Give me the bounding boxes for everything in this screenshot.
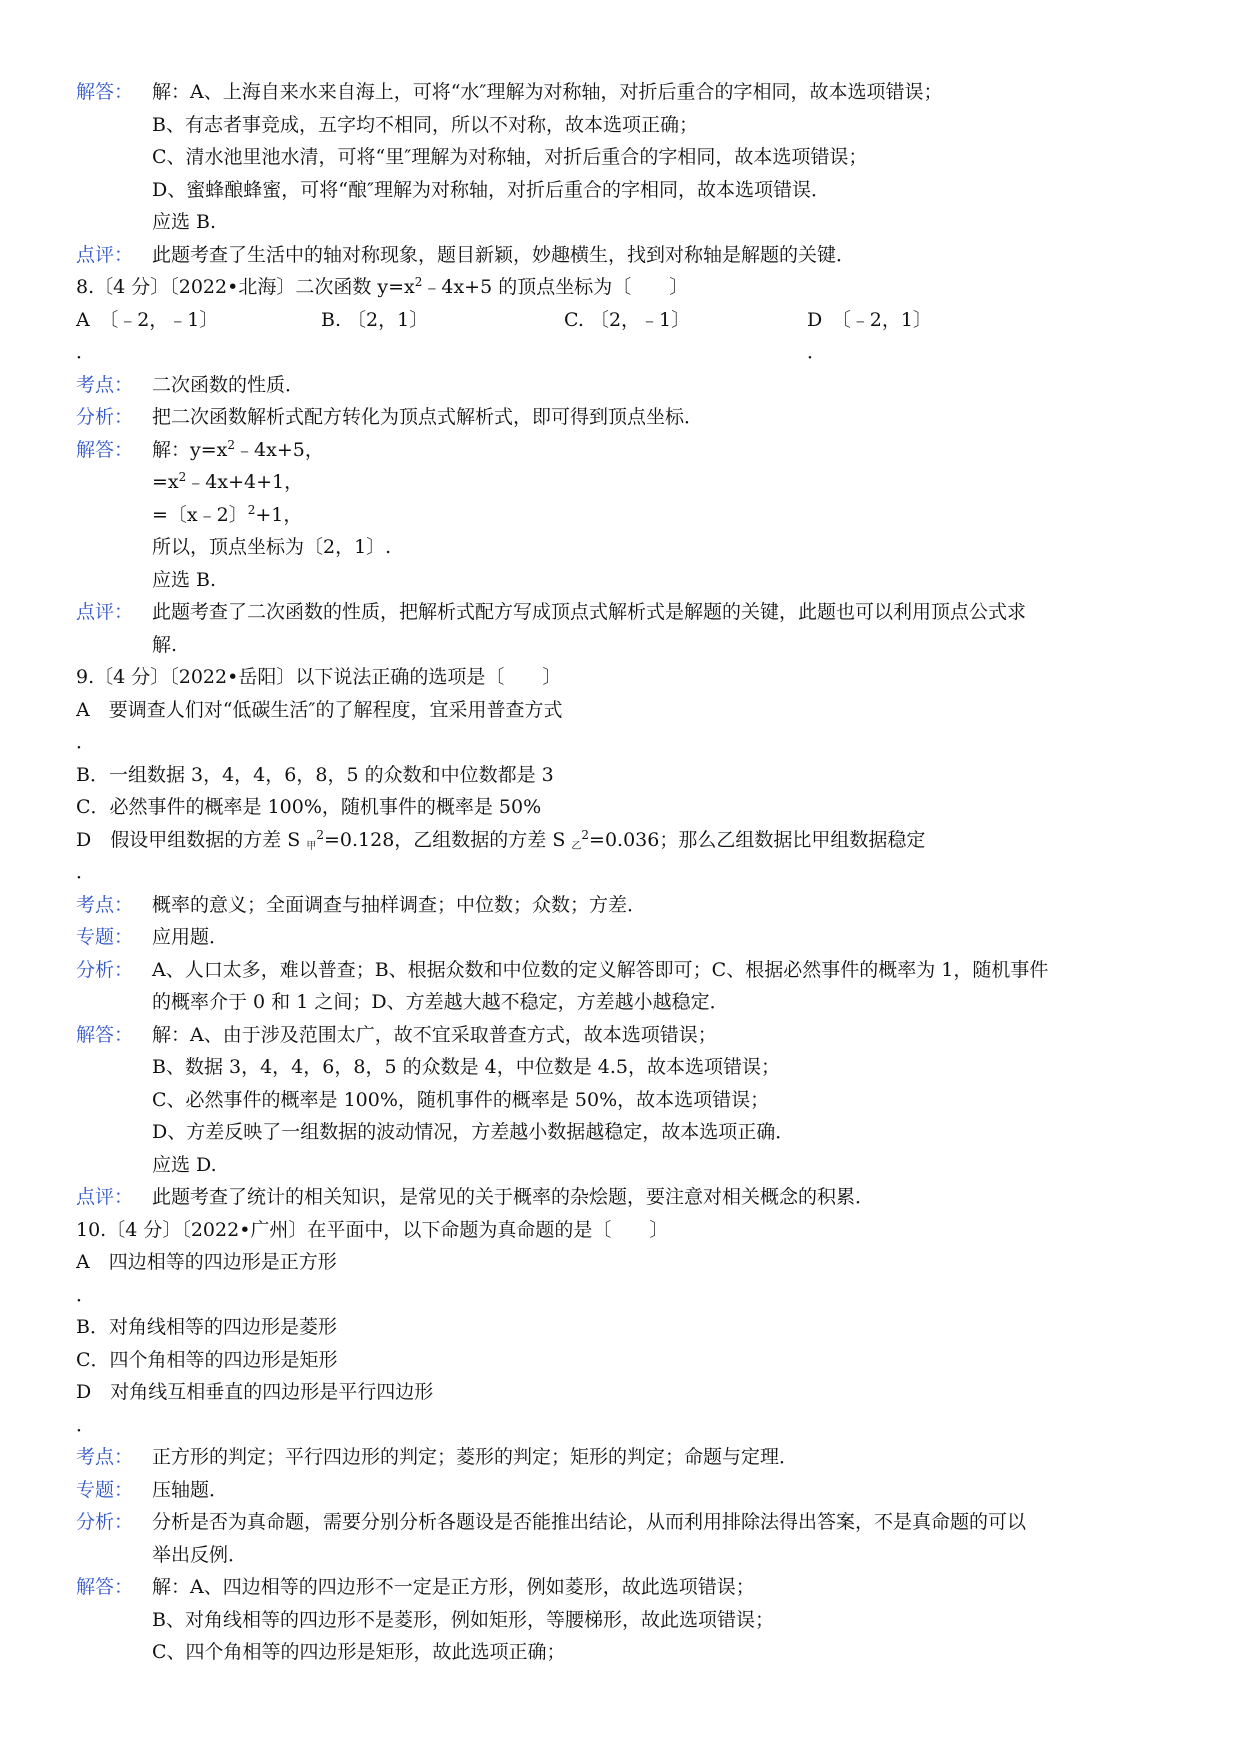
- q10-option-d: D 对角线互相垂直的四边形是平行四边形: [76, 1381, 434, 1403]
- answer-label: 解答：: [76, 1576, 134, 1598]
- analysis-text: 分析是否为真命题，需要分别分析各题设是否能推出结论，从而利用排除法得出答案，不是真命题的可以: [152, 1511, 1027, 1533]
- answer-line: =〔x﹣2〕$^2$+1，: [152, 502, 303, 526]
- q8-analysis: [76, 401, 1176, 434]
- topic-text: 二次函数的性质．: [152, 373, 305, 396]
- q9-comment: [76, 1181, 1176, 1214]
- analysis-label: 分析：: [76, 1511, 134, 1533]
- q8-option-d: D 〔﹣2，1〕 ．: [807, 308, 932, 363]
- answer-line: 解：A、四边相等的四边形不一定是正方形，例如菱形，故此选项错误；: [152, 1576, 755, 1598]
- answer-line: 解：A、上海自来水来自海上，可将“水″理解为对称轴，对折后重合的字相同，故本选项错误；: [152, 81, 943, 103]
- topic-label: 考点：: [76, 1446, 134, 1468]
- answer-line: C、四个角相等的四边形是矩形，故此选项正确；: [152, 1641, 566, 1663]
- comment-label: 点评：: [76, 1186, 134, 1208]
- comment-label: 点评：: [76, 601, 134, 623]
- topic-label: 考点：: [76, 893, 134, 916]
- comment-text: 此题考查了生活中的轴对称现象，题目新颖，妙趣横生，找到对称轴是解题的关键．: [152, 243, 856, 266]
- topic-text: 正方形的判定；平行四边形的判定；菱形的判定；矩形的判定；命题与定理．: [152, 1446, 799, 1468]
- answer-line: B、对角线相等的四边形不是菱形，例如矩形，等腰梯形，故此选项错误；: [152, 1608, 774, 1631]
- q8-option-a: A 〔﹣2，﹣1〕 ．: [76, 308, 219, 363]
- comment-label: 点评：: [76, 243, 134, 266]
- q8-option-b: B. 〔2，1〕: [321, 308, 429, 331]
- q10-stem: 10.〔4 分〕〔2022•广州〕在平面中，以下命题为真命题的是〔 〕: [76, 1218, 669, 1241]
- q8-answer: [76, 434, 1176, 597]
- q10-analysis: [76, 1506, 1176, 1571]
- q9-stem: 9.〔4 分〕〔2022•岳阳〕以下说法正确的选项是〔 〕: [76, 666, 562, 688]
- answer-line: B、数据 3，4，4，6，8，5 的众数是 4，中位数是 4.5，故本选项错误；: [152, 1056, 780, 1078]
- topic-text: 概率的意义；全面调查与抽样调查；中位数；众数；方差．: [152, 893, 647, 916]
- special-text: 应用题．: [152, 926, 229, 948]
- q9-topic: [76, 889, 1176, 922]
- option-dot: ．: [76, 731, 96, 753]
- answer-line: C、必然事件的概率是 100%，随机事件的概率是 50%，故本选项错误；: [152, 1088, 770, 1111]
- special-label: 专题：: [76, 926, 134, 948]
- answer-line: B、有志者事竞成，五字均不相同，所以不对称，故本选项正确；: [152, 113, 698, 136]
- analysis-text: 把二次函数解析式配方转化为顶点式解析式，即可得到顶点坐标．: [152, 406, 704, 428]
- q10-answer: [76, 1571, 1176, 1669]
- answer-line: 所以，顶点坐标为〔2，1〕.: [152, 536, 392, 558]
- q9-option-b: B．一组数据 3，4，4，6，8，5 的众数和中位数都是 3: [76, 763, 554, 786]
- q10-special: [76, 1474, 1176, 1507]
- q8-comment: [76, 596, 1176, 661]
- option-dot: ．: [76, 1413, 96, 1436]
- analysis-label: 分析：: [76, 406, 134, 428]
- answer-line: D、蜜蜂酿蜂蜜，可将“酿″理解为对称轴，对折后重合的字相同，故本选项错误．: [152, 178, 831, 201]
- answer-line: C、清水池里池水清，可将“里″理解为对称轴，对折后重合的字相同，故本选项错误；: [152, 146, 868, 168]
- q10-topic: [76, 1441, 1176, 1474]
- analysis-text: A、人口太多，难以普查；B、根据众数和中位数的定义解答即可；C、根据必然事件的概率为 1，随机事件: [152, 958, 1049, 981]
- q9-option-d: D 假设甲组数据的方差 S $_甲^2$=0.128，乙组数据的方差 S $_乙^2$=0.036；那么乙组数据比甲组数据稳定: [76, 827, 926, 852]
- answer-label: 解答：: [76, 438, 134, 461]
- special-text: 压轴题．: [152, 1478, 229, 1501]
- q10-option-a: A 四边相等的四边形是正方形: [76, 1251, 337, 1273]
- option-dot: ．: [76, 1283, 96, 1306]
- answer-line: 解：A、由于涉及范围太广，故不宜采取普查方式，故本选项错误；: [152, 1023, 717, 1046]
- answer-line: 应选 B.: [152, 568, 217, 591]
- q9-option-a: A 要调查人们对“低碳生活″的了解程度，宜采用普查方式: [76, 698, 563, 721]
- answer-line: 解：$y=x^2﹣4x+5$，: [152, 437, 324, 461]
- q7-comment: [76, 239, 1176, 272]
- answer-line: D、方差反映了一组数据的波动情况，方差越小数据越稳定，故本选项正确．: [152, 1121, 795, 1143]
- q9-option-c: C．必然事件的概率是 100%，随机事件的概率是 50%: [76, 796, 542, 818]
- analysis-text: 举出反例．: [152, 1543, 248, 1566]
- option-dot: ．: [76, 861, 96, 883]
- comment-text: 此题考查了统计的相关知识，是常见的关于概率的杂烩题，要注意对相关概念的积累．: [152, 1186, 875, 1208]
- q7-answer: [76, 76, 1176, 239]
- exam-page: [76, 76, 1176, 1669]
- answer-label: 解答：: [76, 81, 134, 103]
- analysis-label: 分析：: [76, 958, 134, 981]
- topic-label: 考点：: [76, 373, 134, 396]
- special-label: 专题：: [76, 1478, 134, 1501]
- q8-option-c: C. 〔2，﹣1〕: [564, 308, 691, 331]
- q8-topic: [76, 369, 1176, 402]
- q10-option-c: C．四个角相等的四边形是矩形: [76, 1348, 338, 1371]
- answer-line: 应选 B.: [152, 211, 217, 233]
- q9-answer: [76, 1019, 1176, 1182]
- answer-label: 解答：: [76, 1023, 134, 1046]
- q10-option-b: B．对角线相等的四边形是菱形: [76, 1316, 337, 1338]
- q9-special: [76, 921, 1176, 954]
- q9-analysis: [76, 954, 1176, 1019]
- q8-stem: 8.〔4 分〕〔2022•北海〕二次函数 $y=x^2﹣4x+5$ 的顶点坐标为〔 〕: [76, 275, 689, 298]
- answer-line: 应选 D.: [152, 1153, 217, 1176]
- comment-text: 解.: [152, 633, 178, 656]
- comment-text: 此题考查了二次函数的性质，把解析式配方写成顶点式解析式是解题的关键，此题也可以利用顶点公式求: [152, 601, 1027, 623]
- answer-line: $=x^2﹣4x+4+1$，: [152, 470, 304, 493]
- analysis-text: 的概率介于 0 和 1 之间；D、方差越大越不稳定，方差越小越稳定．: [152, 991, 729, 1013]
- q8-options: [76, 304, 1176, 369]
